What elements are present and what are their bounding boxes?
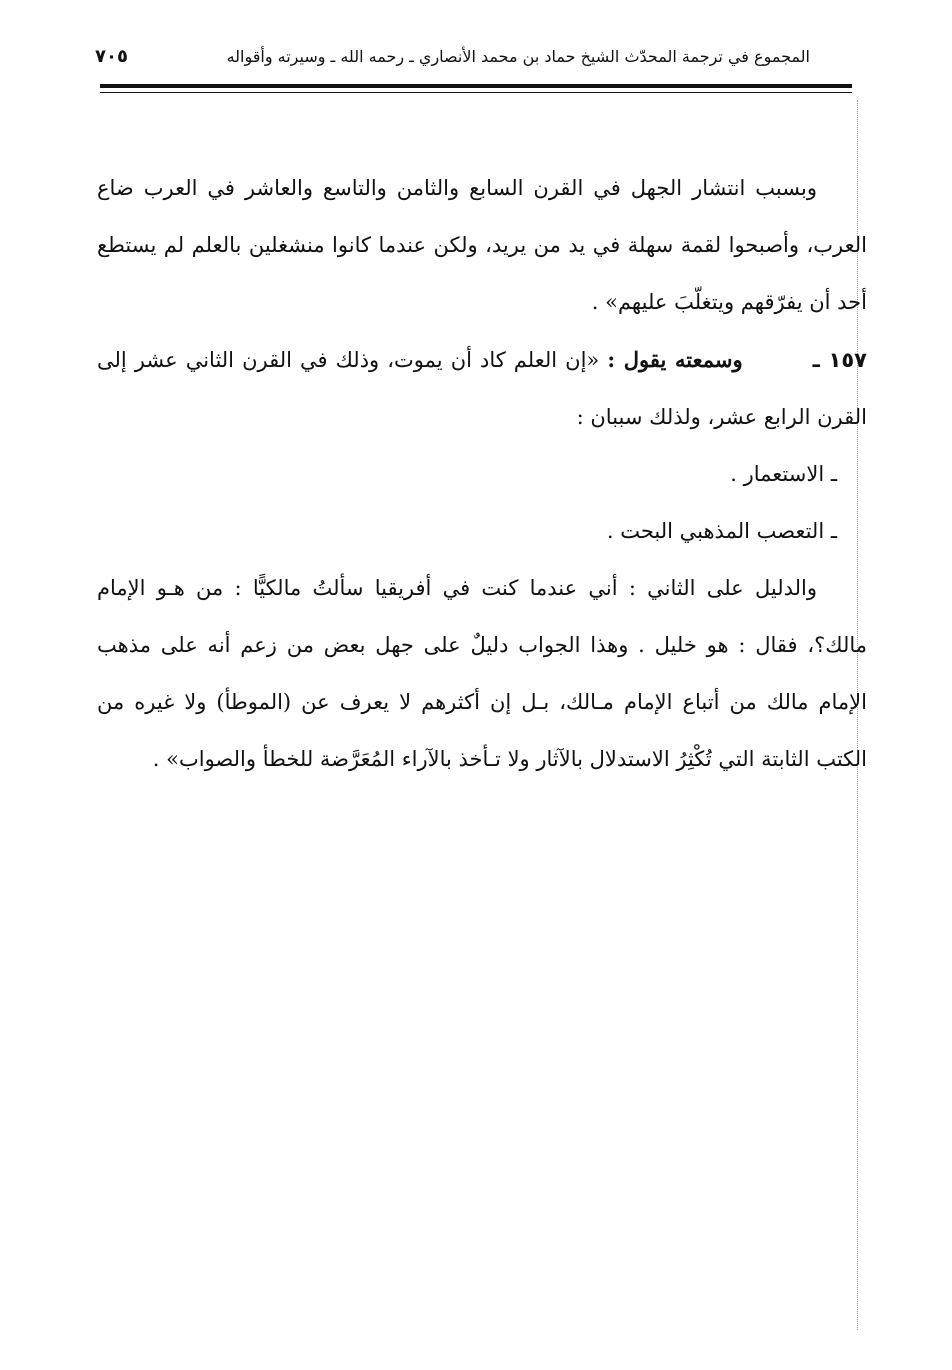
header-rule-thin (100, 92, 852, 93)
item-157 (97, 331, 867, 446)
bullet-item-1: ـ الاستعمار . (730, 462, 837, 486)
header-title: المجموع في ترجمة المحدّث الشيخ حماد بن محمد الأنصاري ـ رحمه الله ـ وسيرته وأقواله (226, 46, 810, 66)
item-number: ١٥٧ ـ (812, 348, 867, 372)
item-lead: وسمعته يقول : (607, 347, 743, 372)
paragraph-2: والدليل على الثاني : أني عندما كنت في أفريقيا سألتُ مالكيًّا : من هـو الإمام مالك؟، فقال : هو خليل . وهذا الجواب دليلٌ على جهل بعض من زعم أنه على مذهب الإمام مالك من أتباع الإمام مـالك، بـل إن أكثرهم لا يعرف عن (الموطأ) ولا غيره من الكتب الثابتة التي تُكْثِرُ الاستدلال بالآثار ولا تـأخذ بالآراء المُعَرَّضة للخطأ والصواب» . (97, 576, 867, 771)
header-rule-thick (100, 84, 852, 88)
item-text: «إن العلم كاد أن يموت، وذلك في القرن الثاني عشر إلى القرن الرابع عشر، ولذلك سببان : (97, 348, 867, 429)
body-text (97, 160, 867, 788)
running-header (95, 38, 810, 74)
page-number: ٧٠٥ (95, 45, 128, 67)
paragraph-1: وبسبب انتشار الجهل في القرن السابع والثامن والتاسع والعاشر في العرب ضاع العرب، وأصبحوا لقمة سهلة في يد من يريد، ولكن عندما كانوا منشغلين بالعلم لم يستطع أحد أن يفرّقهم ويتغلّبَ عليهم» . (97, 176, 867, 314)
bullet-item-2: ـ التعصب المذهبي البحت . (606, 519, 837, 543)
